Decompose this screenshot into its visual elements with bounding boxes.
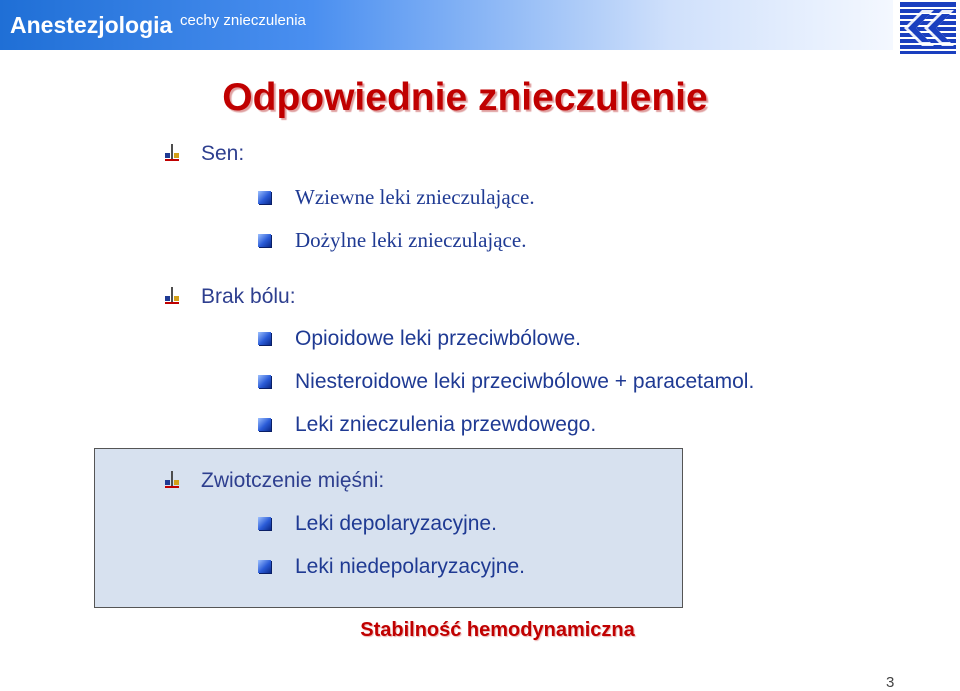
square-bullet-icon [258,418,271,431]
list-item-text: Opioidowe leki przeciwbólowe. [295,327,581,350]
square-bullet-icon [258,560,271,573]
list-item-text: Niesteroidowe leki przeciwbólowe + paracetamol. [295,370,755,393]
checkbox-bullet-icon [165,471,179,489]
list-item [258,512,497,536]
section-sen [165,142,244,166]
list-item [258,555,525,579]
header-subtitle: cechy znieczulenia [180,12,306,29]
list-item-text: Wziewne leki znieczulające. [295,185,535,209]
section-label: Brak bólu: [201,285,296,308]
section-zwiotczenie [165,469,384,493]
section-brak-bolu [165,285,296,309]
list-item [258,327,581,351]
slide-title: Odpowiednie znieczulenie [222,76,708,119]
square-bullet-icon [258,234,271,247]
checkbox-bullet-icon [165,287,179,305]
header-title: Anestezjologia [10,12,173,38]
section-label: Zwiotczenie mięśni: [201,469,385,492]
list-item-text: Leki znieczulenia przewdowego. [295,413,597,436]
section-label: Sen: [201,142,245,165]
square-bullet-icon [258,332,271,345]
list-item [258,413,596,437]
list-item [258,185,535,210]
bottom-note: Stabilność hemodynamiczna [360,619,635,641]
slide-header [0,0,960,54]
logo-arrows-icon [900,2,956,54]
square-bullet-icon [258,517,271,530]
square-bullet-icon [258,191,271,204]
list-item [258,370,754,394]
list-item-text: Dożylne leki znieczulające. [295,228,527,252]
list-item-text: Leki niedepolaryzacyjne. [295,555,525,578]
page-number: 3 [886,674,895,691]
checkbox-bullet-icon [165,144,179,162]
list-item [258,228,526,253]
square-bullet-icon [258,375,271,388]
list-item-text: Leki depolaryzacyjne. [295,512,497,535]
